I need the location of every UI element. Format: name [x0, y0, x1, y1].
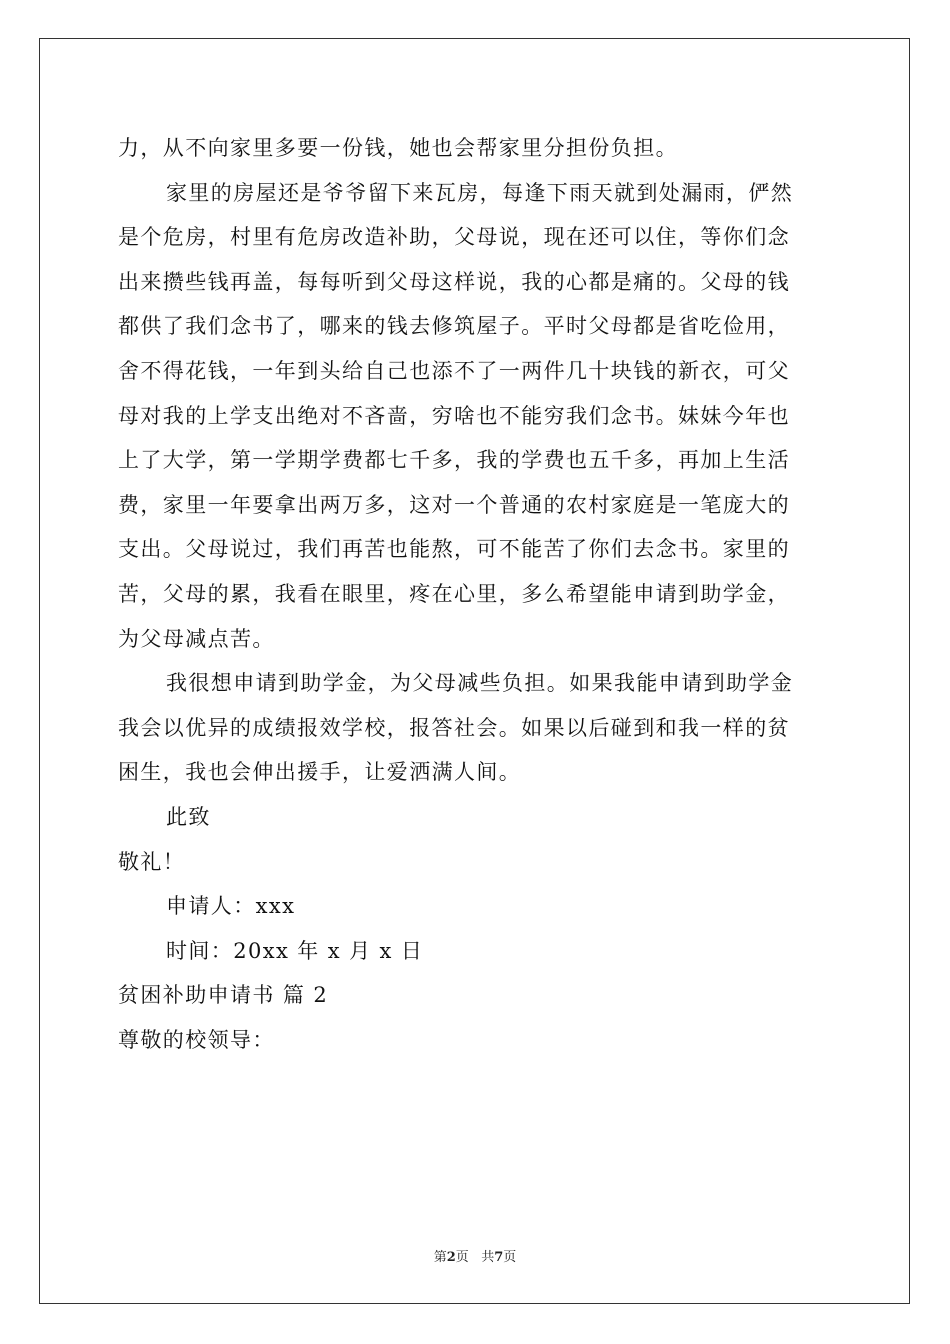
text-line-14: 我会以优异的成绩报效学校，报答社会。如果以后碰到和我一样的贫: [118, 715, 790, 740]
section-heading: 贫困补助申请书 篇 2: [118, 983, 329, 1008]
document-body: [118, 126, 838, 1062]
date-line: 时间：20xx 年 x 月 x 日: [166, 938, 424, 963]
closing-regards: 敬礼！: [118, 849, 186, 874]
text-line-2: 家里的房屋还是爷爷留下来瓦房，每逢下雨天就到处漏雨，俨然: [166, 180, 794, 205]
text-line-7: 母对我的上学支出绝对不吝啬，穷啥也不能穷我们念书。妹妹今年也: [118, 403, 790, 428]
text-line-9: 费，家里一年要拿出两万多，这对一个普通的农村家庭是一笔庞大的: [118, 492, 790, 517]
text-line-5: 都供了我们念书了，哪来的钱去修筑屋子。平时父母都是省吃俭用，: [118, 314, 790, 339]
text-line-13: 我很想申请到助学金，为父母减些负担。如果我能申请到助学金: [166, 671, 794, 696]
total-suffix: 页: [503, 1250, 517, 1265]
page-number: 2: [446, 1250, 456, 1265]
page-prefix: 第: [433, 1250, 447, 1265]
total-pages: 7: [494, 1250, 504, 1265]
page-footer: [0, 1246, 950, 1265]
greeting-line: 尊敬的校领导：: [118, 1027, 275, 1052]
text-line-12: 为父母减点苦。: [118, 626, 275, 651]
text-line-1: 力，从不向家里多要一份钱，她也会帮家里分担份负担。: [118, 136, 678, 160]
text-line-10: 支出。父母说过，我们再苦也能熬，可不能苦了你们去念书。家里的: [118, 537, 790, 562]
text-line-4: 出来攒些钱再盖，每每听到父母这样说，我的心都是痛的。父母的钱: [118, 269, 790, 294]
closing-salutation: 此致: [166, 804, 211, 829]
page-suffix: 页: [455, 1250, 469, 1265]
text-line-3: 是个危房，村里有危房改造补助，父母说，现在还可以住，等你们念: [118, 225, 790, 250]
text-line-11: 苦，父母的累，我看在眼里，疼在心里，多么希望能申请到助学金，: [118, 581, 790, 606]
text-line-15: 困生，我也会伸出援手，让爱洒满人间。: [118, 760, 522, 785]
total-prefix: 共: [481, 1250, 495, 1265]
applicant-line: 申请人：xxx: [166, 894, 296, 919]
text-line-6: 舍不得花钱，一年到头给自己也添不了一两件几十块钱的新衣，可父: [118, 358, 790, 383]
text-line-8: 上了大学，第一学期学费都七千多，我的学费也五千多，再加上生活: [118, 448, 790, 473]
